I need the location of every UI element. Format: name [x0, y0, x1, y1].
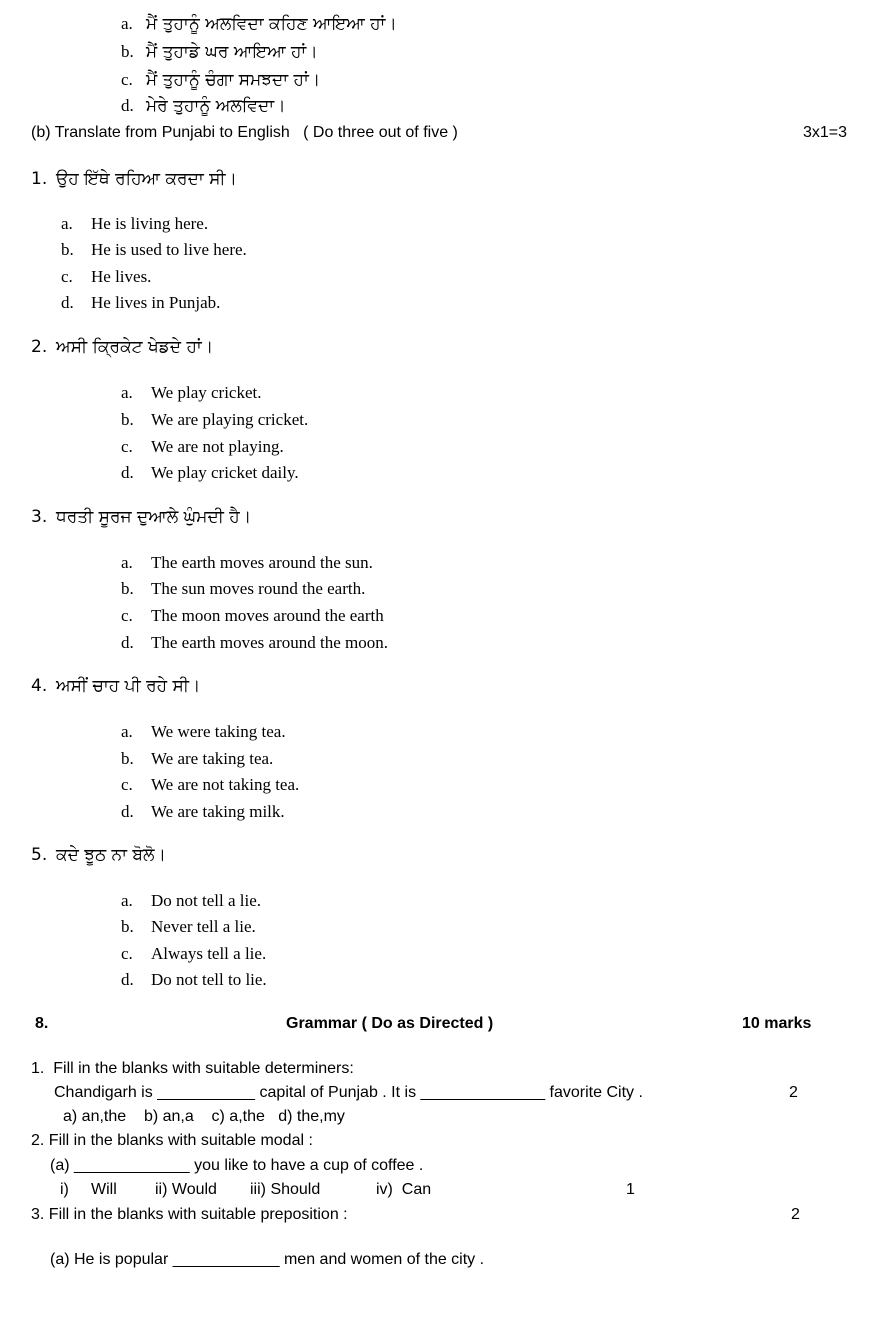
grammar-q3-sentence: (a) He is popular ____________ men and women of the city .: [50, 1251, 485, 1268]
q1-option-c: c. He lives.: [61, 267, 152, 286]
grammar-q2-option-5: iv) Can: [376, 1181, 432, 1198]
section-b-marks: 3x1=3: [803, 124, 848, 141]
q3-option-a: a. The earth moves around the sun.: [121, 553, 373, 572]
question-text: ਧਰਤੀ ਸੂਰਜ ਦੁਆਲੇ ਘੁੰਮਦੀ ਹੈ।: [56, 507, 252, 527]
section-b-title: (b) Translate from Punjabi to English ( Do three out of five ): [31, 124, 458, 141]
blank-modal: _____________: [74, 1157, 190, 1174]
question-5-punjabi: [31, 845, 166, 865]
q5-option-c: c. Always tell a lie.: [121, 944, 267, 963]
q4-option-b: b. We are taking tea.: [121, 749, 274, 768]
q2-option-b: b. We are playing cricket.: [121, 410, 309, 429]
q1-option-d: d. He lives in Punjab.: [61, 293, 221, 312]
grammar-q2-option-1: i): [60, 1181, 69, 1198]
option-label: c.: [121, 70, 133, 89]
blank-determiner-2: ______________: [420, 1084, 546, 1101]
grammar-number: 8.: [35, 1015, 49, 1032]
grammar-marks: 10 marks: [742, 1015, 812, 1032]
grammar-q1-heading: 1. Fill in the blanks with suitable determiners:: [31, 1060, 354, 1077]
q4-option-a: a. We were taking tea.: [121, 722, 286, 741]
top-option-d: [121, 96, 286, 116]
q5-option-a: a. Do not tell a lie.: [121, 891, 262, 910]
q4-option-c: c. We are not taking tea.: [121, 775, 300, 794]
option-text: ਮੈਂ ਤੁਹਾਡੇ ਘਰ ਆਇਆ ਹਾਂ।: [146, 42, 318, 62]
question-3-punjabi: [31, 507, 251, 527]
grammar-q2-heading: 2. Fill in the blanks with suitable modal :: [31, 1132, 313, 1149]
top-option-a: [121, 14, 397, 34]
grammar-q3-heading: 3. Fill in the blanks with suitable preposition :: [31, 1206, 348, 1223]
question-text: ਉਹ ਇੱਥੇ ਰਹਿਆ ਕਰਦਾ ਸੀ।: [56, 169, 237, 189]
top-option-c: [121, 70, 320, 90]
grammar-q1-marks: 2: [789, 1084, 798, 1101]
question-text: ਅਸੀ ਕ੍ਰਿਕੇਟ ਖੇਡਦੇ ਹਾਂ।: [56, 337, 214, 357]
question-text: ਅਸੀਂ ਚਾਹ ਪੀ ਰਹੇ ਸੀ।: [56, 676, 201, 696]
option-text: ਮੇਰੇ ਤੁਹਾਨੂੰ ਅਲਵਿਦਾ।: [146, 96, 286, 116]
q4-option-d: d. We are taking milk.: [121, 802, 285, 821]
grammar-q2-option-2: Will: [91, 1181, 117, 1198]
option-text: ਮੈਂ ਤੁਹਾਨੂੰ ਅਲਵਿਦਾ ਕਹਿਣ ਆਇਆ ਹਾਂ।: [146, 14, 397, 34]
q3-option-c: c. The moon moves around the earth: [121, 606, 384, 625]
option-label: d.: [121, 96, 134, 115]
blank-preposition: ____________: [172, 1251, 280, 1268]
q2-option-a: a. We play cricket.: [121, 383, 262, 402]
question-4-punjabi: [31, 676, 200, 696]
q1-option-a: a. He is living here.: [61, 214, 209, 233]
grammar-q2-option-4: iii) Should: [250, 1181, 321, 1198]
grammar-q2-option-3: ii) Would: [155, 1181, 217, 1198]
q3-option-b: b. The sun moves round the earth.: [121, 579, 366, 598]
grammar-q1-options: a) an,the b) an,a c) a,the d) the,my: [63, 1108, 345, 1125]
option-label: a.: [121, 14, 133, 33]
q5-option-d: d. Do not tell to lie.: [121, 970, 267, 989]
top-option-b: [121, 42, 318, 62]
question-number: 3.: [31, 507, 48, 527]
q5-option-b: b. Never tell a lie.: [121, 917, 256, 936]
question-1-punjabi: [31, 169, 237, 189]
q2-option-c: c. We are not playing.: [121, 437, 284, 456]
blank-determiner-1: ___________: [157, 1084, 256, 1101]
grammar-q3-marks: 2: [791, 1206, 800, 1223]
q3-option-d: d. The earth moves around the moon.: [121, 633, 388, 652]
question-2-punjabi: [31, 337, 213, 357]
question-number: 5.: [31, 845, 48, 865]
option-label: b.: [121, 42, 134, 61]
question-number: 1.: [31, 169, 48, 189]
question-number: 4.: [31, 676, 48, 696]
grammar-q2-sentence: (a) _____________ you like to have a cup of coffee .: [50, 1157, 424, 1174]
q2-option-d: d. We play cricket daily.: [121, 463, 299, 482]
question-number: 2.: [31, 337, 48, 357]
grammar-q1-sentence: Chandigarh is ___________ capital of Punjab . It is ______________ favorite City .: [54, 1084, 643, 1101]
q1-option-b: b. He is used to live here.: [61, 240, 247, 259]
question-text: ਕਦੇ ਝੂਠ ਨਾ ਬੋਲੋ।: [56, 845, 166, 865]
grammar-q2-marks: 1: [626, 1181, 635, 1198]
grammar-title: Grammar ( Do as Directed ): [286, 1015, 494, 1032]
option-text: ਮੈਂ ਤੁਹਾਨੂੰ ਚੰਗਾ ਸਮਝਦਾ ਹਾਂ।: [146, 70, 321, 90]
